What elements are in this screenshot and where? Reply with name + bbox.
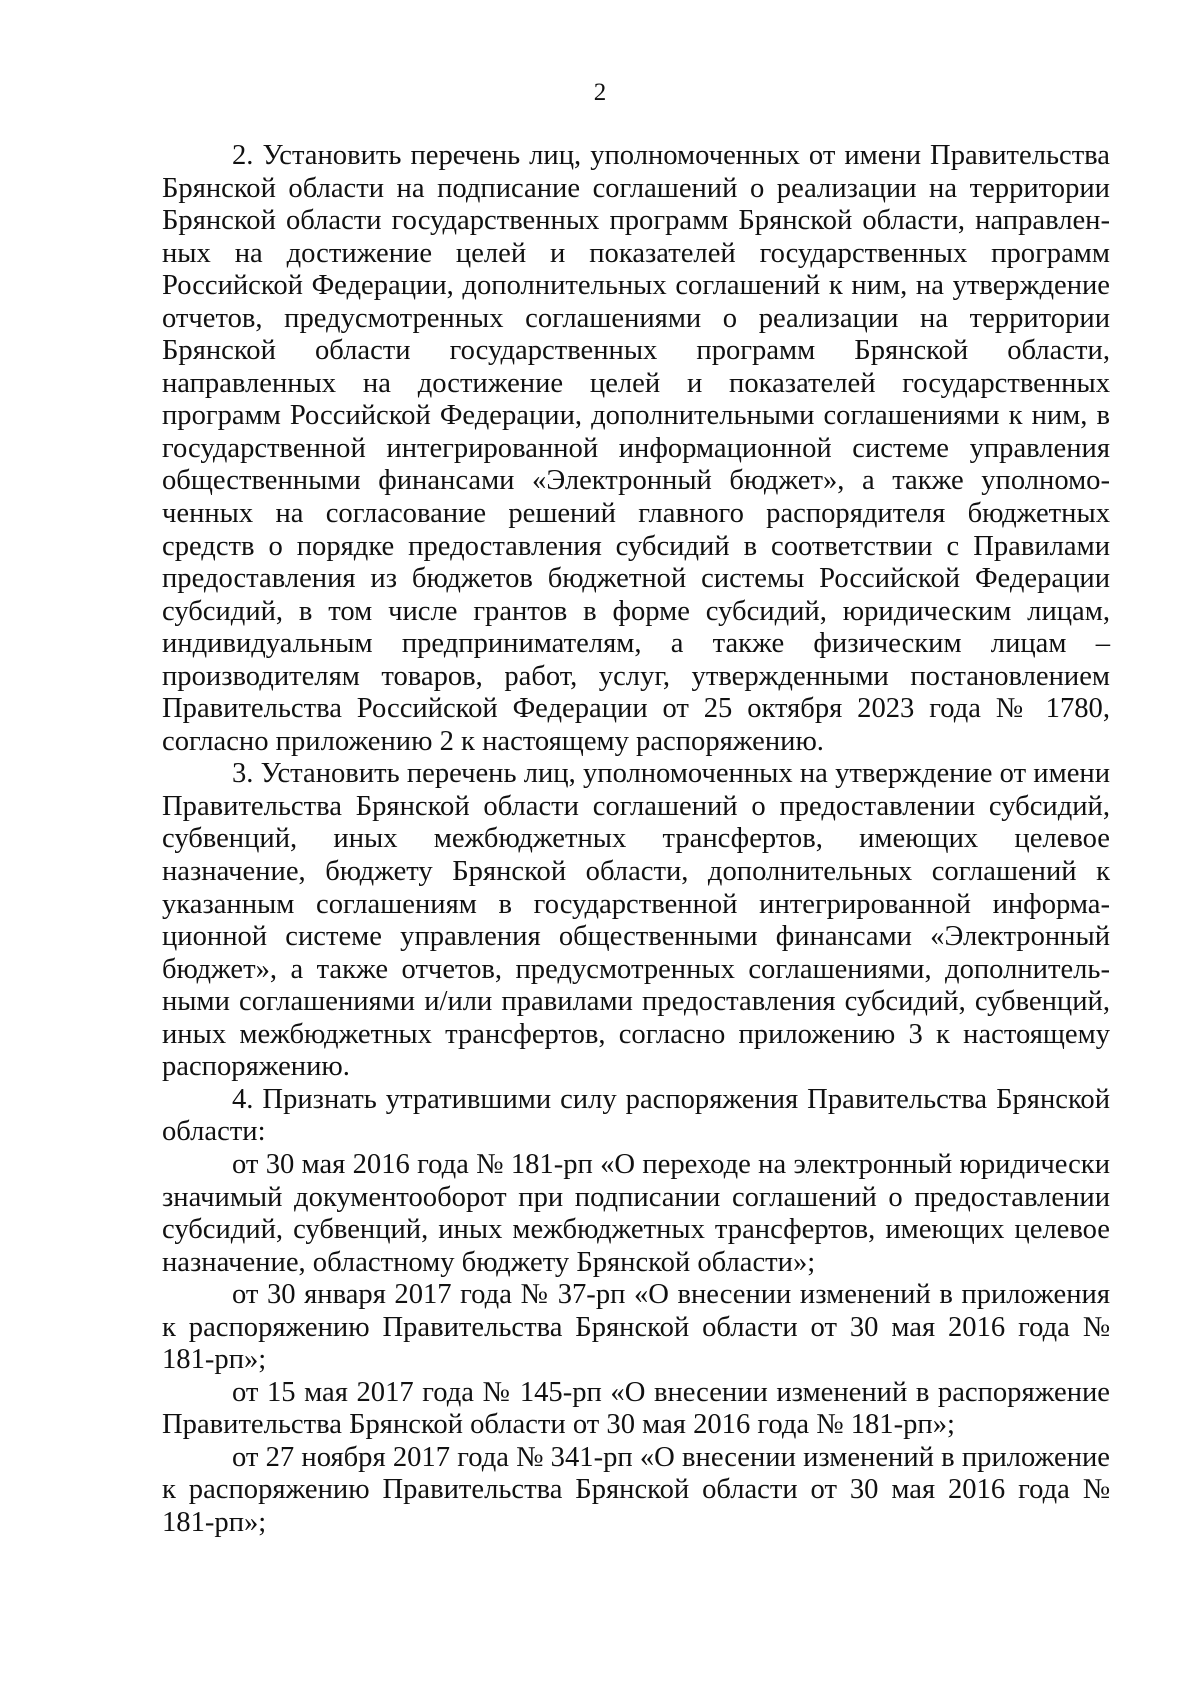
repealed-order-37: от 30 января 2017 года № 37-рп «О внесении изменений в приложения к распоряжению Правительства Брянской области от 30 мая 2016 года № 181-рп»; bbox=[162, 1279, 1110, 1376]
paragraph-item-3: 3. Установить перечень лиц, уполномоченных на утверждение от имени Правительства Брянской области соглашений о предоставлении субсидий, субвенций, иных межбюджетных трансфертов, имеющих целевое назначение, бюджету Брянской области, дополнительных соглашений к указанным соглашениям в государственной интегрированной информационной системе управления общественными финансами «Электронный бюджет», а также отчетов, предусмотренных соглашениями, дополнительными соглашениями и/или правилами предоставления субсидий, субвенций, иных межбюджетных трансфертов, согласно приложению 3 к настоящему распоряжению. bbox=[162, 758, 1110, 1083]
repealed-order-181: от 30 мая 2016 года № 181-рп «О переходе на электронный юридически значимый документооборот при подписании соглашений о предоставлении субсидий, субвенций, иных межбюджетных трансфертов, имеющих целевое назначение, областному бюджету Брянской области»; bbox=[162, 1148, 1110, 1278]
repealed-order-145: от 15 мая 2017 года № 145-рп «О внесении изменений в распоряжение Правительства Брянской области от 30 мая 2016 года № 181-рп»; bbox=[162, 1376, 1110, 1441]
page-number: 2 bbox=[593, 79, 607, 106]
document-body bbox=[162, 140, 1110, 1540]
repealed-order-341: от 27 ноября 2017 года № 341-рп «О внесении изменений в приложение к распоряжению Правительства Брянской области от 30 мая 2016 года № 181-рп»; bbox=[162, 1441, 1110, 1538]
paragraph-item-2: 2. Установить перечень лиц, уполномоченных от имени Правительства Брянской области на подписание соглашений о реализации на территории Брянской области государственных программ Брянской области, направленных на достижение целей и показателей государственных программ Российской Федерации, дополнительных соглашений к ним, на утверждение отчетов, предусмотренных соглашениями о реализации на территории Брянской области государственных программ Брянской области, направленных на достижение целей и показателей государственных программ Российской Федерации, дополнительными соглашениями к ним, в государственной интегрированной информационной системе управления общественными финансами «Электронный бюджет», а также уполномоченных на согласование решений главного распорядителя бюджетных средств о порядке предоставления субсидий в соответствии с Правилами предоставления из бюджетов бюджетной системы Российской Федерации субсидий, в том числе грантов в форме субсидий, юридическим лицам, индивидуальным предпринимателям, а также физическим лицам – производителям товаров, работ, услуг, утвержденными постановлением Правительства Российской Федерации от 25 октября 2023 года № 1780, согласно приложению 2 к настоящему распоряжению. bbox=[162, 140, 1110, 757]
paragraph-item-4: 4. Признать утратившими силу распоряжения Правительства Брянской области: bbox=[162, 1083, 1110, 1148]
